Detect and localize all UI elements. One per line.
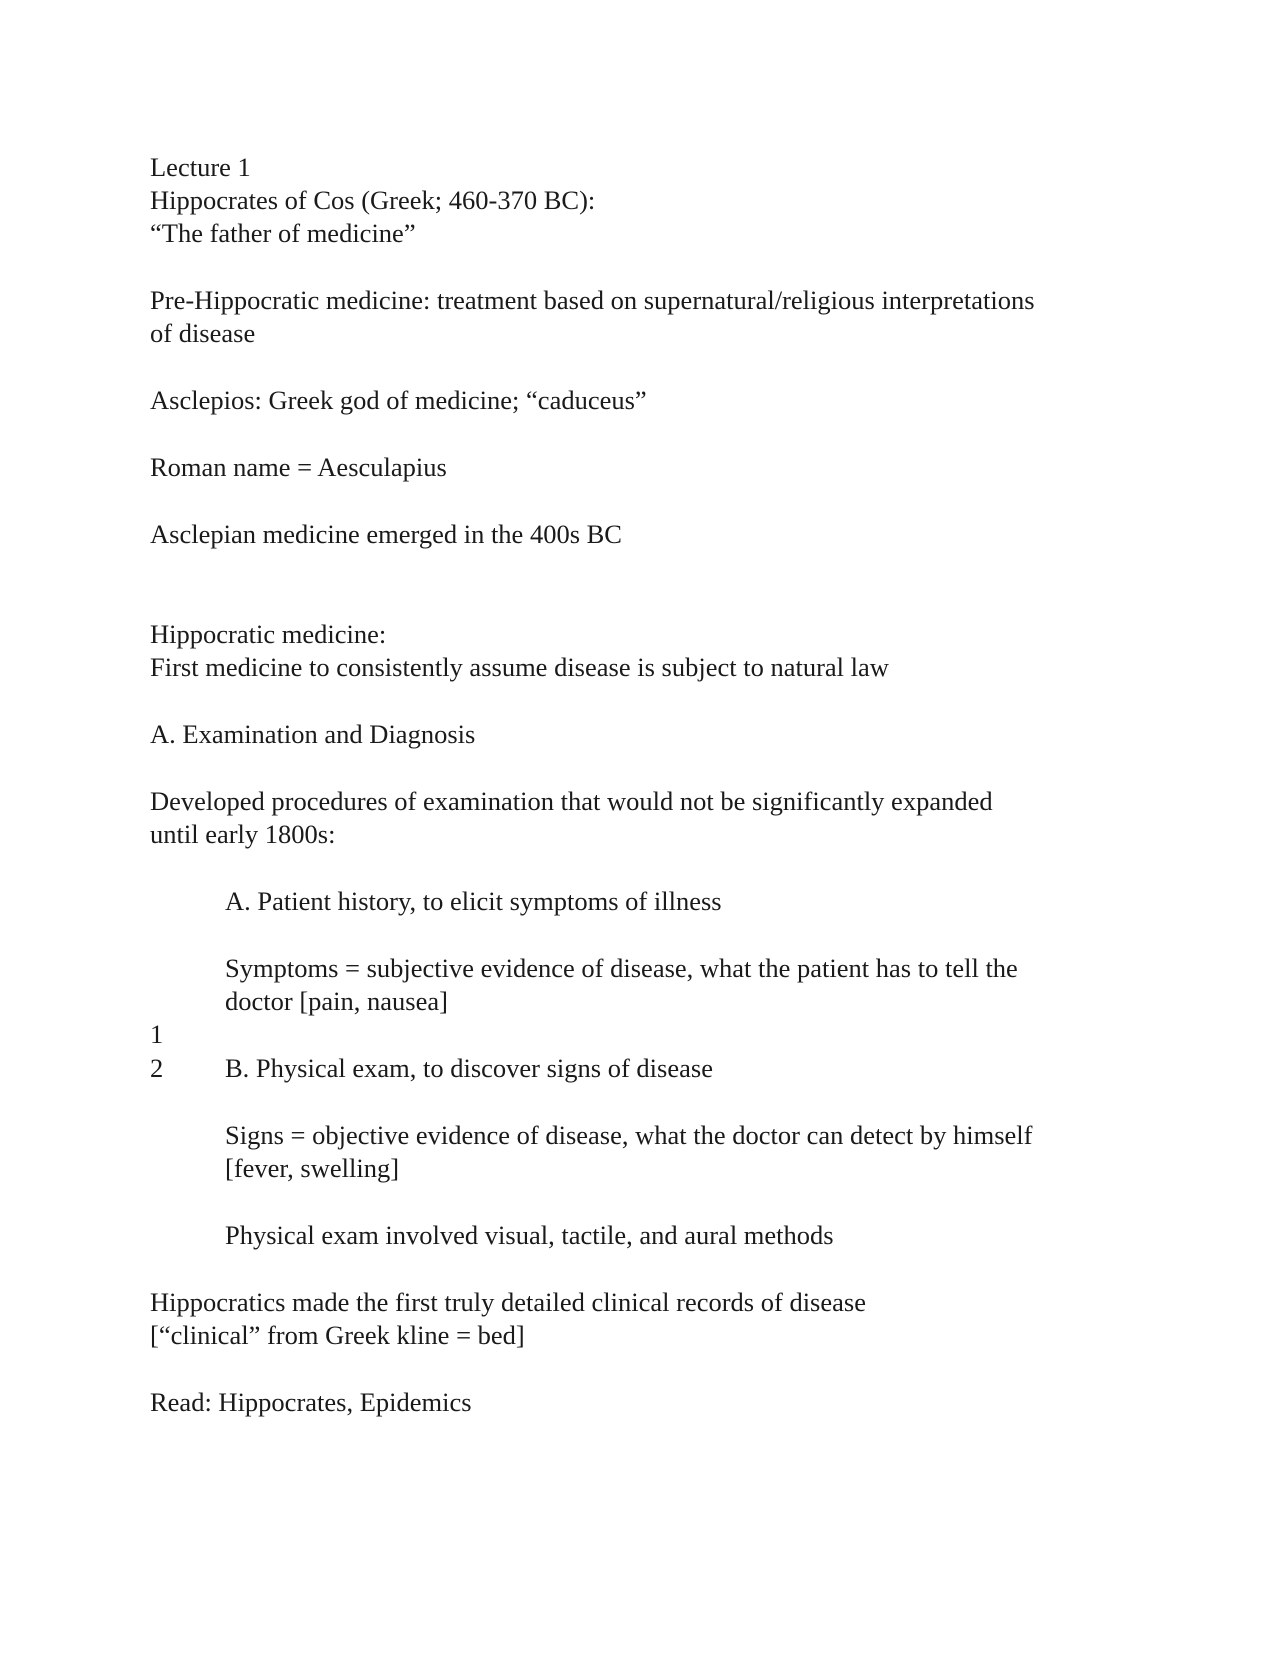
signs-line-2: [fever, swelling] (225, 1153, 400, 1183)
clinical-records-line-1: Hippocratics made the first truly detailed clinical records of disease (150, 1287, 866, 1317)
clinical-records-line-2: [“clinical” from Greek kline = bed] (150, 1320, 525, 1350)
symptoms-line-2: doctor [pain, nausea] (225, 986, 448, 1016)
reading-line: Read: Hippocrates, Epidemics (150, 1387, 472, 1417)
symptoms-line-1: Symptoms = subjective evidence of disease, what the patient has to tell the (225, 953, 1018, 983)
margin-number-1: 1 (150, 1019, 164, 1049)
developed-line-1: Developed procedures of examination that would not be significantly expanded (150, 786, 993, 816)
pre-hippocratic-line-1: Pre-Hippocratic medicine: treatment based on supernatural/religious interpretations (150, 285, 1035, 315)
patient-history-line: A. Patient history, to elicit symptoms of illness (225, 886, 722, 916)
signs-line-1: Signs = objective evidence of disease, what the doctor can detect by himself (225, 1120, 1033, 1150)
father-quote: “The father of medicine” (150, 218, 416, 248)
hippocrates-heading: Hippocrates of Cos (Greek; 460-370 BC): (150, 185, 596, 215)
developed-line-2: until early 1800s: (150, 819, 336, 849)
margin-number-2: 2 (150, 1053, 164, 1083)
asclepian-medicine-line: Asclepian medicine emerged in the 400s BC (150, 519, 622, 549)
hippocratic-heading: Hippocratic medicine: (150, 619, 387, 649)
lecture-title: Lecture 1 (150, 152, 251, 182)
section-a-heading: A. Examination and Diagnosis (150, 719, 476, 749)
exam-methods-line: Physical exam involved visual, tactile, and aural methods (225, 1220, 834, 1250)
asclepios-line: Asclepios: Greek god of medicine; “caduceus” (150, 385, 647, 415)
roman-name-line: Roman name = Aesculapius (150, 452, 447, 482)
natural-law-line: First medicine to consistently assume disease is subject to natural law (150, 652, 889, 682)
pre-hippocratic-line-2: of disease (150, 318, 256, 348)
physical-exam-line: B. Physical exam, to discover signs of disease (225, 1053, 713, 1083)
